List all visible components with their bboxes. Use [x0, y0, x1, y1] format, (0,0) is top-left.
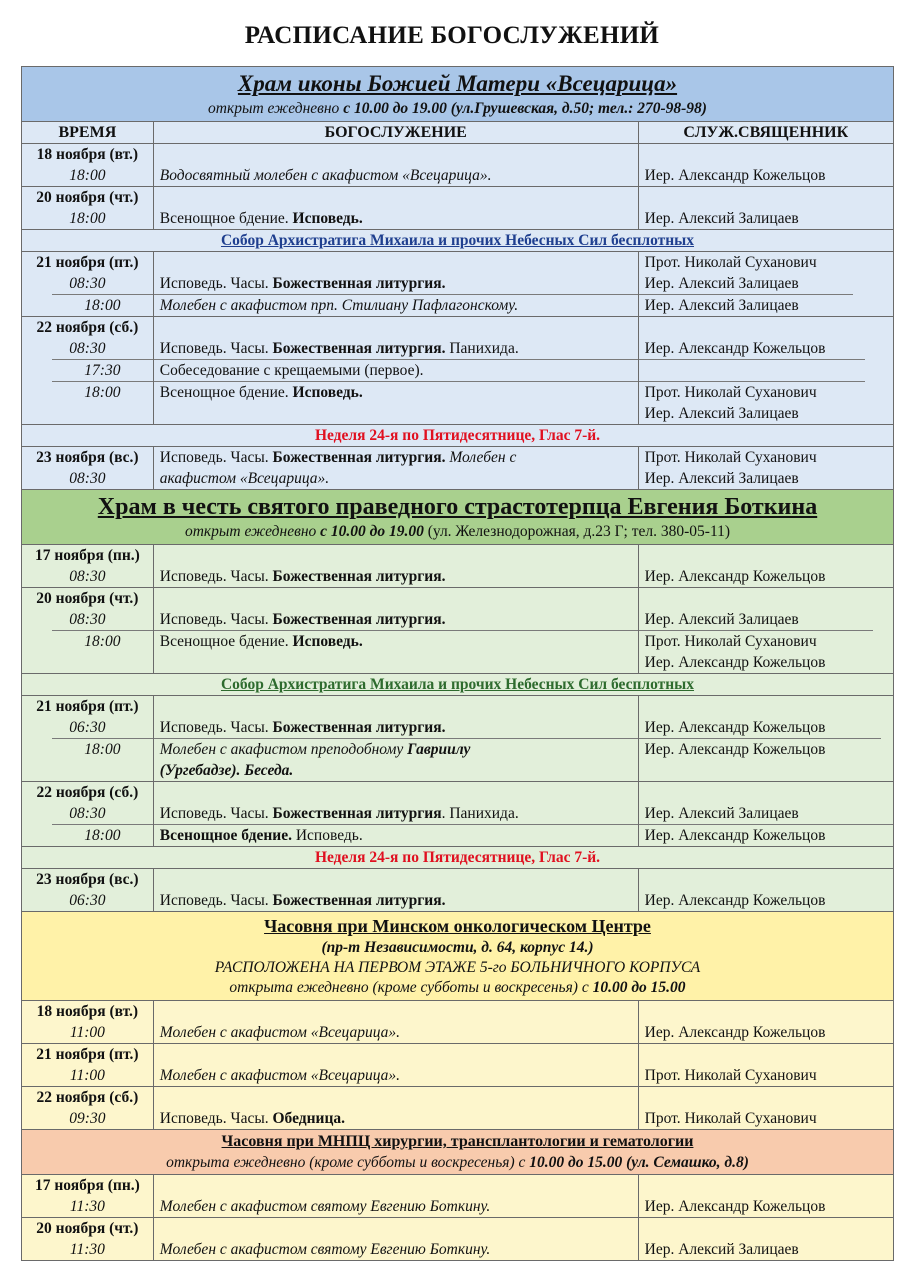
day-date: 21 ноября (пт.)	[36, 1046, 139, 1063]
service-name: Исповедь. Часы. Божественная литургия.	[159, 719, 446, 736]
table-row	[22, 782, 894, 847]
service-time: 11:00	[69, 1024, 105, 1041]
table-row	[22, 317, 894, 425]
week-row	[22, 847, 894, 869]
service-name: Исповедь. Часы. Божественная литургия. Молебен с	[159, 449, 517, 466]
priest-name: Иер. Александр Кожельцов	[644, 719, 826, 736]
priest-name: Иер. Александр Кожельцов	[644, 1024, 826, 1041]
service-time: 18:00	[52, 824, 153, 846]
schedule-table	[21, 66, 894, 1261]
service-time: 08:30	[69, 805, 106, 822]
service-time: 08:30	[69, 611, 106, 628]
day-date: 22 ноября (сб.)	[36, 1089, 139, 1106]
service-time: 18:00	[52, 630, 153, 652]
column-header-row	[22, 122, 894, 144]
day-date: 23 ноября (вс.)	[36, 449, 139, 466]
priest-name: Иер. Алексий Залицаев	[644, 805, 799, 822]
priest-name: Прот. Николай Суханович	[639, 630, 873, 652]
table-row	[22, 1001, 894, 1044]
day-date: 23 ноября (вс.)	[36, 871, 139, 888]
column-header-service: БОГОСЛУЖЕНИЕ	[153, 122, 638, 144]
table-row	[22, 447, 894, 490]
priest-name: Иер. Алексий Залицаев	[644, 210, 799, 227]
priest-name: Иер. Алексий Залицаев	[639, 294, 853, 316]
day-date: 20 ноября (чт.)	[36, 189, 139, 206]
church-header-vsetsaritsa	[22, 67, 894, 122]
service-time: 18:00	[69, 210, 106, 227]
service-name: Всенощное бдение. Исповедь.	[154, 381, 638, 403]
feast-row	[22, 674, 894, 696]
table-row	[22, 1218, 894, 1261]
priest-name: Прот. Николай Суханович	[644, 449, 817, 466]
day-date: 22 ноября (сб.)	[36, 784, 139, 801]
service-time: 08:30	[69, 568, 106, 585]
day-date: 18 ноября (вт.)	[36, 146, 139, 163]
priest-name: Прот. Николай Суханович	[644, 1067, 817, 1084]
priest-name: Иер. Алексий Залицаев	[644, 405, 799, 422]
table-row	[22, 252, 894, 317]
service-name: Всенощное бдение. Исповедь.	[154, 824, 638, 846]
service-name: Исповедь. Часы. Божественная литургия.	[159, 892, 446, 909]
table-row	[22, 187, 894, 230]
table-row	[22, 1175, 894, 1218]
feast-row	[22, 230, 894, 252]
service-time: 17:30	[52, 359, 153, 381]
priest-name: Иер. Алексий Залицаев	[644, 611, 799, 628]
chapel-hours: открыта ежедневно (кроме субботы и воскресенья) с 10.00 до 15.00	[229, 979, 686, 996]
service-name-cont: акафистом «Всецарица».	[159, 470, 330, 487]
service-time: 18:00	[69, 167, 106, 184]
service-time: 08:30	[69, 275, 106, 292]
service-name: Исповедь. Часы. Божественная литургия.	[159, 568, 446, 585]
column-header-time: ВРЕМЯ	[22, 122, 154, 144]
table-row	[22, 144, 894, 187]
service-name: Водосвятный молебен с акафистом «Всецарица».	[159, 167, 492, 184]
table-row	[22, 588, 894, 674]
service-time: 11:30	[69, 1241, 105, 1258]
service-name: Молебен с акафистом святому Евгению Боткину.	[159, 1241, 491, 1258]
week-title: Неделя 24-я по Пятидесятнице, Глас 7-й.	[22, 847, 894, 869]
priest-name: Прот. Николай Суханович	[644, 1110, 817, 1127]
priest-name: Иер. Александр Кожельцов	[644, 654, 826, 671]
chapel-title: Часовня при МНПЦ хирургии, трансплантологии и гематологии	[221, 1133, 694, 1150]
church-hours: открыт ежедневно с 10.00 до 19.00 (ул.Грушевская, д.50; тел.: 270-98-98)	[208, 100, 707, 117]
service-time: 06:30	[69, 892, 106, 909]
day-date: 17 ноября (пн.)	[34, 547, 140, 564]
table-row	[22, 869, 894, 912]
service-time: 18:00	[52, 294, 153, 316]
priest-name: Иер. Александр Кожельцов	[644, 167, 826, 184]
priest-name: Иер. Александр Кожельцов	[644, 568, 826, 585]
service-time: 11:00	[69, 1067, 105, 1084]
day-date: 20 ноября (чт.)	[36, 590, 139, 607]
day-date: 20 ноября (чт.)	[36, 1220, 139, 1237]
page-title: РАСПИСАНИЕ БОГОСЛУЖЕНИЙ	[244, 22, 660, 49]
day-date: 17 ноября (пн.)	[34, 1177, 140, 1194]
table-row	[22, 545, 894, 588]
chapel-header-oncology	[22, 912, 894, 1001]
service-name: Исповедь. Часы. Божественная литургия.	[159, 275, 446, 292]
priest-name: Иер. Александр Кожельцов	[639, 738, 881, 760]
service-time: 08:30	[69, 340, 106, 357]
priest-name: Иер. Александр Кожельцов	[639, 824, 893, 846]
service-name: Молебен с акафистом святому Евгению Боткину.	[159, 1198, 491, 1215]
chapel-hours: открыта ежедневно (кроме субботы и воскресенья) с 10.00 до 15.00 (ул. Семашко, д.8)	[166, 1154, 749, 1171]
chapel-address: (пр-т Независимости, д. 64, корпус 14.)	[321, 939, 594, 956]
service-name: Исповедь. Часы. Божественная литургия. Панихида.	[159, 340, 519, 357]
priest-name: Иер. Александр Кожельцов	[644, 340, 826, 357]
table-row	[22, 1044, 894, 1087]
service-name: Всенощное бдение. Исповедь.	[154, 630, 638, 652]
column-header-priest: СЛУЖ.СВЯЩЕННИК	[638, 122, 893, 144]
priest-name: Иер. Алексий Залицаев	[644, 470, 799, 487]
service-name: Собеседование с крещаемыми (первое).	[154, 359, 638, 381]
week-row	[22, 425, 894, 447]
feast-title: Собор Архистратига Михаила и прочих Небесных Сил бесплотных	[22, 230, 894, 252]
day-date: 21 ноября (пт.)	[36, 698, 139, 715]
chapel-location: РАСПОЛОЖЕНА НА ПЕРВОМ ЭТАЖЕ 5-го БОЛЬНИЧНОГО КОРПУСА	[214, 959, 701, 976]
service-name: Исповедь. Часы. Божественная литургия. Панихида.	[159, 805, 519, 822]
day-date: 18 ноября (вт.)	[36, 1003, 139, 1020]
priest-name: Иер. Алексий Залицаев	[644, 1241, 799, 1258]
table-row	[22, 1087, 894, 1130]
church-title: Храм иконы Божией Матери «Всецарица»	[237, 71, 678, 96]
feast-title: Собор Архистратига Михаила и прочих Небесных Сил бесплотных	[22, 674, 894, 696]
church-hours: открыт ежедневно с 10.00 до 19.00 (ул. Железнодорожная, д.23 Г; тел. 380-05-11)	[184, 523, 731, 540]
priest-name: Иер. Алексий Залицаев	[644, 275, 799, 292]
service-name: Всенощное бдение. Исповедь.	[159, 210, 363, 227]
service-time: 18:00	[52, 381, 153, 403]
service-name: Молебен с акафистом прп. Стилиану Пафлагонскому.	[154, 294, 638, 316]
priest-name: Прот. Николай Суханович	[639, 381, 865, 403]
service-name: Исповедь. Часы. Обедница.	[159, 1110, 346, 1127]
chapel-header-surgery-center	[22, 1130, 894, 1175]
day-date: 22 ноября (сб.)	[36, 319, 139, 336]
priest-name: Иер. Александр Кожельцов	[644, 1198, 826, 1215]
priest-name: Иер. Александр Кожельцов	[644, 892, 826, 909]
service-name: Исповедь. Часы. Божественная литургия.	[159, 611, 446, 628]
service-time: 09:30	[69, 1110, 106, 1127]
week-title: Неделя 24-я по Пятидесятнице, Глас 7-й.	[22, 425, 894, 447]
service-time: 11:30	[69, 1198, 105, 1215]
church-header-botkin	[22, 490, 894, 545]
table-row	[22, 696, 894, 782]
day-date: 21 ноября (пт.)	[36, 254, 139, 271]
priest-name: Прот. Николай Суханович	[644, 254, 817, 271]
church-title: Храм в честь святого праведного страстотерпца Евгения Боткина	[97, 494, 818, 520]
service-time: 08:30	[69, 470, 106, 487]
service-time: 06:30	[69, 719, 106, 736]
service-name: Молебен с акафистом «Всецарица».	[159, 1067, 401, 1084]
service-name: Молебен с акафистом преподобному Гавриилу	[154, 738, 638, 760]
service-name-cont: (Ургебадзе). Беседа.	[159, 762, 294, 779]
service-name: Молебен с акафистом «Всецарица».	[159, 1024, 401, 1041]
chapel-title: Часовня при Минском онкологическом Центре	[264, 916, 651, 936]
service-time: 18:00	[52, 738, 153, 760]
